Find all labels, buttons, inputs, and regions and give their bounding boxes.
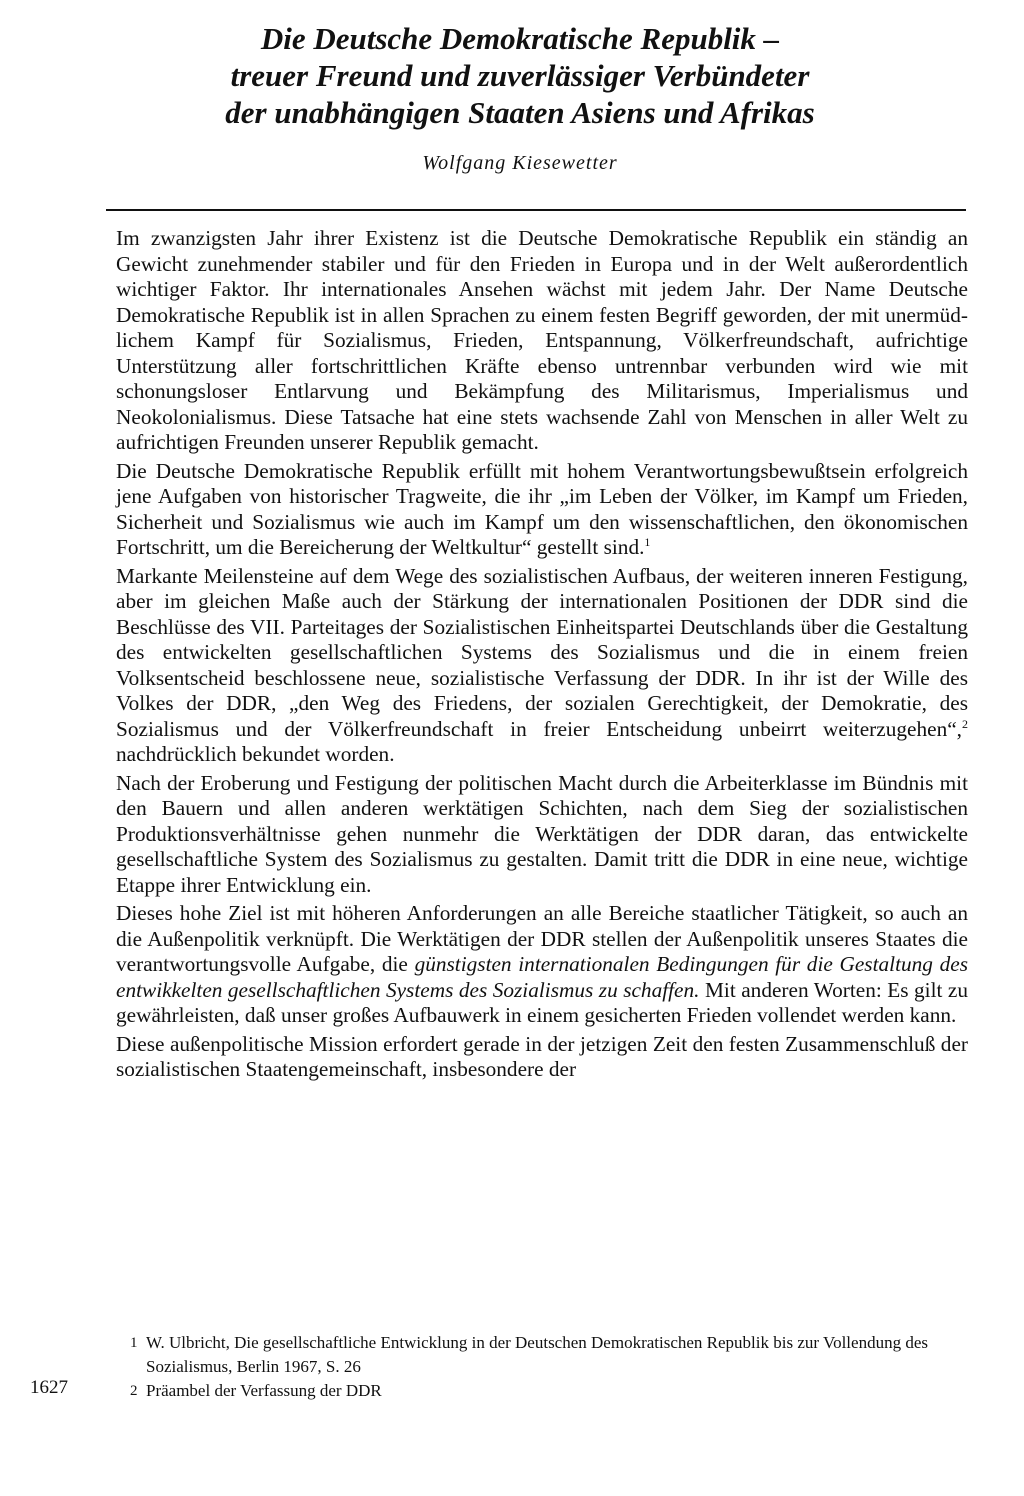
paragraph-text: Dieses hohe Ziel ist mit höheren Anforderungen an alle Bereiche staatlicher Tätigkeit, so auch an die Außenpolitik verknüpft. Die Werktätigen der DDR stellen der Außenpolitik unseres Staates die verantwortungsvolle Aufgabe, die [116,901,968,976]
paragraph: Im zwanzigsten Jahr ihrer Existenz ist die Deutsche Demokratische Republik ein ständig an Gewicht zunehmender stabiler und für den Frieden in Europa und in der Welt außerordentlich wichtiger Faktor. Ihr internationales Ansehen wächst mit jedem Jahr. Der Name Deutsche Demokratische Republik ist in allen Sprachen zu einem festen Begriff geworden, der mit unermüdlichem Kampf für Sozialismus, Frieden, Entspannung, Völkerfreundschaft, aufrichtige Unterstützung aller fortschrittlichen Kräfte ebenso untrennbar verbunden wird wie mit schonungsloser Entlarvung und Bekämpfung des Militarismus, Imperialismus und Neokolonialismus. Diese Tatsache hat eine stets wachsende Zahl von Menschen in aller Welt zu aufrichtigen Freunden unserer Republik gemacht. [116,226,968,454]
title-divider [106,209,966,211]
paragraph [116,459,968,561]
title-line: treuer Freund und zuverlässiger Verbündeter [230,58,810,93]
paragraph [116,564,968,768]
title-line: der unabhängigen Staaten Asiens und Afrikas [225,95,815,130]
emphasized-text: günstigsten internationalen Bedingungen für die Gestaltung des entwikkelten gesellschaftlichen Systems des Sozialismus zu schaffen. [116,952,968,1002]
footnote-number: 1 [130,1335,138,1351]
paragraph-text: Markante Meilensteine auf dem Wege des sozialistischen Aufbaus, der weiteren inneren Festigung, aber im gleichen Maße auch der Stärkung der internationalen Positionen der DDR sind die Beschlüsse des VII. Parteitages der Sozialistischen Einheitspartei Deutschlands über die Gestaltung des entwickelten gesellschaftlichen Systems des Sozialismus und die in einem freien Volksentscheid beschlossene neue, sozialistische Verfassung der DDR. In ihr ist der Wille des Volkes der DDR, „den Weg des Friedens, der sozialen Gerechtigkeit, der Demokratie, des Sozialismus und der Völkerfreundschaft in freier Entscheidung unbeirrt weiterzugehen“, [116,563,968,741]
footnote [130,1331,980,1379]
footnote-text: Präambel der Verfassung der DDR [146,1381,382,1400]
title-line: Die Deutsche Demokratische Republik – [260,21,780,56]
footnotes [130,1331,980,1403]
paragraph [116,901,968,1029]
page-number: 1627 [30,1377,68,1398]
footnote-number: 2 [130,1383,138,1399]
paragraph: Diese außenpolitische Mission erfordert gerade in der jetzigen Zeit den festen Zusammenschluß der sozialistischen Staatengemeinschaft, insbesondere der [116,1031,968,1081]
footnote [130,1379,980,1403]
article-body [116,226,968,1086]
paragraph: Nach der Eroberung und Festigung der politischen Macht durch die Arbeiterklasse im Bündnis mit den Bauern und allen anderen werktätigen Schichten, nach dem Sieg der sozialistischen Produktionsverhältnisse gehen nunmehr die Werktätigen der DDR daran, das entwickelte gesellschaftliche System des Sozialismus zu gestalten. Damit tritt die DDR in eine neue, wichtige Etappe ihrer Entwicklung ein. [116,770,968,897]
author-name: Wolfgang Kiesewetter [422,152,618,174]
footnote-reference: 1 [644,534,651,549]
paragraph-text: nachdrücklich bekundet worden. [116,742,395,766]
footnote-reference: 2 [962,716,968,731]
footnote-text: W. Ulbricht, Die gesellschaftliche Entwicklung in der Deutschen Demokratischen Republik bis zur Vollendung des Sozialismus, Berlin 1967, S. 26 [146,1333,928,1376]
paragraph-text: Mit anderen Worten: Es gilt zu gewährleisten, daß unser großes Aufbauwerk in einem gesicherten Frieden vollendet werden kann. [116,977,968,1027]
article-title [140,20,900,131]
paragraph-text: Die Deutsche Demokratische Republik erfüllt mit hohem Verantwortungsbewußtsein erfolgreich jene Aufgaben von historischer Tragweite, die ihr „im Leben der Völker, im Kampf um Frieden, Sicherheit und Sozialismus wie auch im Kampf um den wissenschaftlichen, den ökonomischen Fortschritt, um die Bereicherung der Weltkultur“ gestellt sind. [116,458,968,559]
